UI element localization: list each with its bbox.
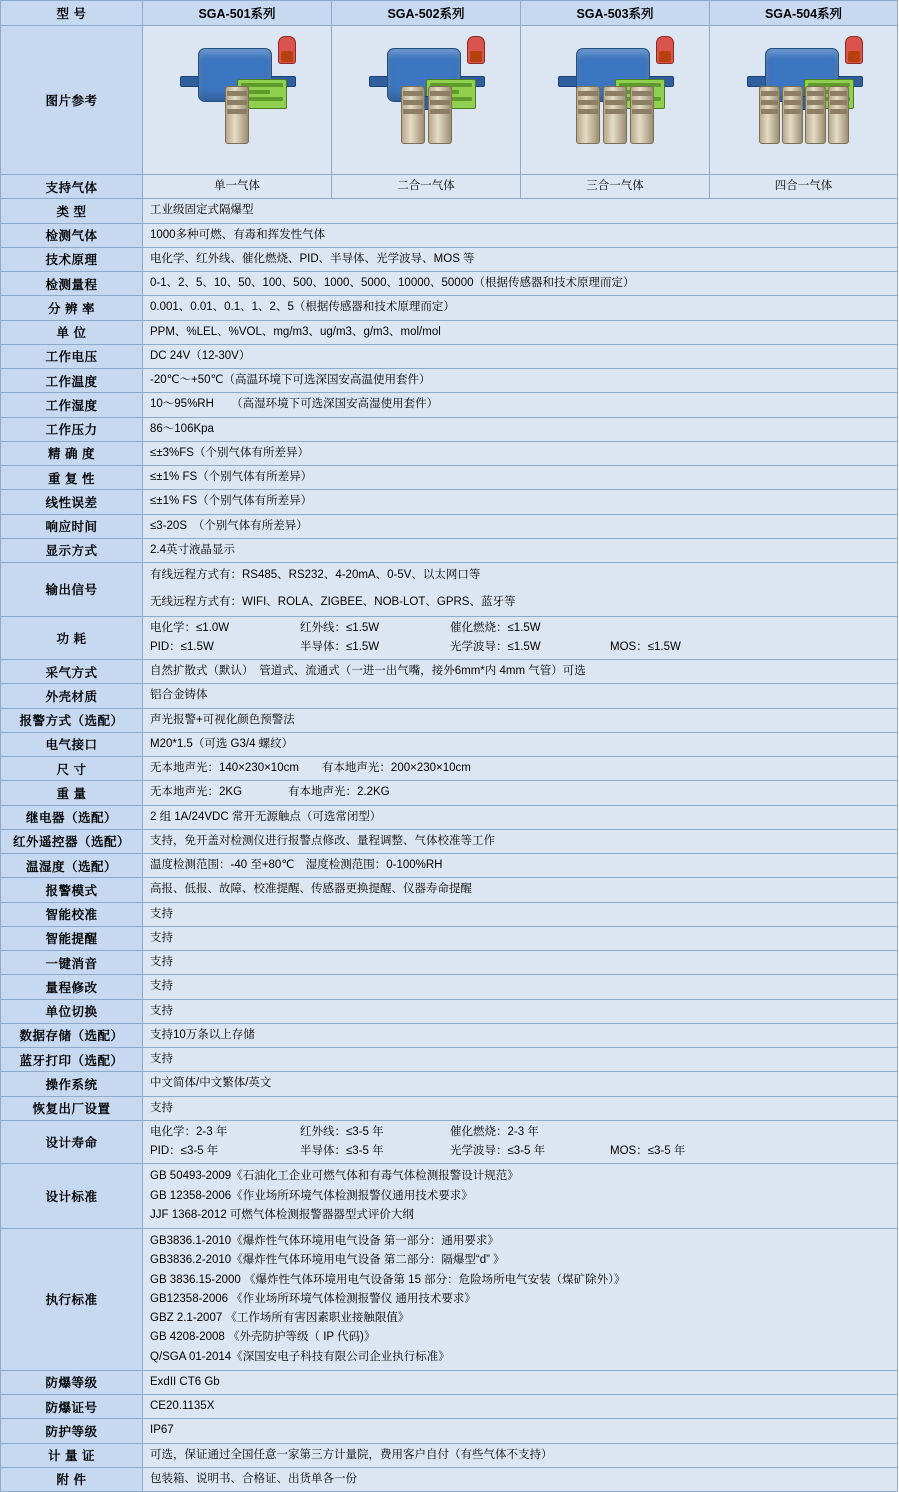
gas-detector-3-sensor-icon bbox=[521, 26, 710, 175]
row-value: 支持 bbox=[143, 975, 898, 999]
table-row bbox=[1, 538, 898, 562]
row-label: 一键消音 bbox=[1, 951, 143, 975]
table-row bbox=[1, 417, 898, 441]
row-label: 重 量 bbox=[1, 781, 143, 805]
row-label: 类 型 bbox=[1, 199, 143, 223]
table-row bbox=[1, 1370, 898, 1394]
row-value: 工业级固定式隔爆型 bbox=[143, 199, 898, 223]
table-row-exec-standard bbox=[1, 1229, 898, 1371]
row-value: 1000多种可燃、有毒和挥发性气体 bbox=[143, 223, 898, 247]
design-life-cell: 催化燃烧：2-3 年 bbox=[450, 1125, 539, 1138]
exec-standard-line: GB 4208-2008 《外壳防护等级（ IP 代码)》 bbox=[150, 1331, 376, 1344]
row-label: 单位切换 bbox=[1, 999, 143, 1023]
row-value: 可选，保证通过全国任意一家第三方计量院，费用客户自付（有些气体不支持） bbox=[143, 1443, 898, 1467]
table-row bbox=[1, 708, 898, 732]
design-life-cell: MOS：≤3-5 年 bbox=[610, 1145, 686, 1157]
exec-standard-line: GB 3836.15-2000 《爆炸性气体环境用电气设备第 15 部分：危险场所电气安装（煤矿除外）》 bbox=[150, 1273, 626, 1286]
row-value: DC 24V（12-30V） bbox=[143, 344, 898, 368]
row-label: 防爆证号 bbox=[1, 1395, 143, 1419]
row-label: 检测量程 bbox=[1, 272, 143, 296]
table-row bbox=[1, 247, 898, 271]
design-life-cell bbox=[610, 1124, 730, 1141]
table-row bbox=[1, 369, 898, 393]
power-cell bbox=[610, 620, 730, 637]
row-value: 支持 bbox=[143, 1096, 898, 1120]
row-label: 防护等级 bbox=[1, 1419, 143, 1443]
design-standard-line: GB 50493-2009《石油化工企业可燃气体和有毒气体检测报警设计规范》 bbox=[150, 1170, 519, 1183]
row-label: 量程修改 bbox=[1, 975, 143, 999]
table-row bbox=[1, 878, 898, 902]
design-standard-line: GB 12358-2006《作业场所环境气体检测报警仪通用技术要求》 bbox=[150, 1189, 473, 1202]
design-life-cell: 半导体：≤3-5 年 bbox=[300, 1145, 384, 1157]
design-life-cell: 光学波导：≤3-5 年 bbox=[450, 1145, 546, 1157]
row-value: 温度检测范围：-40 至+80℃ 湿度检测范围：0-100%RH bbox=[143, 854, 898, 878]
table-row bbox=[1, 829, 898, 853]
row-value: 高报、低报、故障、校准提醒、传感器更换提醒、仪器寿命提醒 bbox=[143, 878, 898, 902]
row-value: M20*1.5（可选 G3/4 螺纹） bbox=[143, 732, 898, 756]
table-row bbox=[1, 272, 898, 296]
gas-support-value-1: 单一气体 bbox=[143, 175, 332, 199]
model-header-2: SGA-502系列 bbox=[332, 1, 521, 26]
exec-standard-line: GB12358-2006 《作业场所环境气体检测报警仪 通用技术要求》 bbox=[150, 1292, 476, 1305]
table-row bbox=[1, 732, 898, 756]
output-signal-line-2: 无线远程方式有：WIFI、ROLA、ZIGBEE、NOB-LOT、GPRS、蓝牙等 bbox=[150, 596, 516, 609]
row-label: 智能提醒 bbox=[1, 926, 143, 950]
row-label: 防爆等级 bbox=[1, 1370, 143, 1394]
row-value: PPM、%LEL、%VOL、mg/m3、ug/m3、g/m3、mol/mol bbox=[143, 320, 898, 344]
row-label: 响应时间 bbox=[1, 514, 143, 538]
row-value: ExdII CT6 Gb bbox=[143, 1370, 898, 1394]
table-row bbox=[1, 393, 898, 417]
row-value: 2.4英寸液晶显示 bbox=[143, 538, 898, 562]
row-label-gas-support: 支持气体 bbox=[1, 175, 143, 199]
row-value-exec-standard bbox=[143, 1229, 898, 1371]
table-row bbox=[1, 296, 898, 320]
design-life-cell: 电化学：2-3 年 bbox=[150, 1125, 228, 1138]
row-label: 单 位 bbox=[1, 320, 143, 344]
row-label: 显示方式 bbox=[1, 538, 143, 562]
row-label: 工作压力 bbox=[1, 417, 143, 441]
row-value: 支持 bbox=[143, 999, 898, 1023]
power-cell: 光学波导：≤1.5W bbox=[450, 640, 541, 653]
row-label: 检测气体 bbox=[1, 223, 143, 247]
row-value: 支持 bbox=[143, 951, 898, 975]
exec-standard-line: Q/SGA 01-2014《深国安电子科技有限公司企业执行标准》 bbox=[150, 1350, 450, 1363]
row-value: ≤3-20S （个别气体有所差异） bbox=[143, 514, 898, 538]
table-row bbox=[1, 684, 898, 708]
row-value: 0.001、0.01、0.1、1、2、5（根据传感器和技术原理而定） bbox=[143, 296, 898, 320]
row-label: 重 复 性 bbox=[1, 466, 143, 490]
table-row bbox=[1, 975, 898, 999]
row-label: 分 辨 率 bbox=[1, 296, 143, 320]
exec-standard-line: GB3836.2-2010《爆炸性气体环境用电气设备 第二部分：隔爆型“d” 》 bbox=[150, 1254, 505, 1267]
row-label-power: 功 耗 bbox=[1, 616, 143, 660]
power-cell: 催化燃烧：≤1.5W bbox=[450, 621, 541, 634]
row-label: 报警模式 bbox=[1, 878, 143, 902]
table-row bbox=[1, 854, 898, 878]
row-label: 技术原理 bbox=[1, 247, 143, 271]
table-row bbox=[1, 1419, 898, 1443]
row-label: 蓝牙打印（选配） bbox=[1, 1048, 143, 1072]
row-value: ≤±1% FS（个别气体有所差异） bbox=[143, 490, 898, 514]
table-row bbox=[1, 466, 898, 490]
exec-standard-line: GB3836.1-2010《爆炸性气体环境用电气设备 第一部分：通用要求》 bbox=[150, 1235, 499, 1247]
row-value: 中文简体/中文繁体/英文 bbox=[143, 1072, 898, 1096]
row-value-design-life bbox=[143, 1120, 898, 1164]
table-row-gas-support bbox=[1, 175, 898, 199]
row-value-design-standard bbox=[143, 1164, 898, 1229]
design-life-line-2 bbox=[150, 1143, 890, 1160]
power-cell: 半导体：≤1.5W bbox=[300, 640, 380, 653]
table-row-power bbox=[1, 616, 898, 660]
row-label: 尺 寸 bbox=[1, 757, 143, 781]
row-label: 智能校准 bbox=[1, 902, 143, 926]
row-value: 无本地声光：2KG 有本地声光：2.2KG bbox=[143, 781, 898, 805]
row-value: 支持 bbox=[143, 1048, 898, 1072]
table-row-model bbox=[1, 1, 898, 26]
gas-detector-2-sensor-icon bbox=[332, 26, 521, 175]
table-row bbox=[1, 660, 898, 684]
design-life-cell: PID：≤3-5 年 bbox=[150, 1145, 219, 1157]
row-label: 电气接口 bbox=[1, 732, 143, 756]
table-row bbox=[1, 1395, 898, 1419]
table-row-design-life bbox=[1, 1120, 898, 1164]
model-header-3: SGA-503系列 bbox=[521, 1, 710, 26]
row-value: CE20.1135X bbox=[143, 1395, 898, 1419]
row-label: 采气方式 bbox=[1, 660, 143, 684]
row-label-image: 图片参考 bbox=[1, 26, 143, 175]
table-row bbox=[1, 441, 898, 465]
table-row bbox=[1, 781, 898, 805]
design-life-cell: 红外线：≤3-5 年 bbox=[300, 1125, 384, 1138]
row-value: 86～106Kpa bbox=[143, 417, 898, 441]
row-label: 精 确 度 bbox=[1, 441, 143, 465]
output-signal-line-1: 有线远程方式有：RS485、RS232、4-20mA、0-5V、以太网口等 bbox=[150, 569, 481, 581]
table-row bbox=[1, 805, 898, 829]
table-row-output-signal bbox=[1, 563, 898, 617]
design-standard-line: JJF 1368-2012 可燃气体检测报警器器型式评价大纲 bbox=[150, 1208, 414, 1221]
row-label: 外壳材质 bbox=[1, 684, 143, 708]
row-value-power bbox=[143, 616, 898, 660]
table-row-image bbox=[1, 26, 898, 175]
design-life-line-1 bbox=[150, 1124, 890, 1141]
row-value: 支持，免开盖对检测仪进行报警点修改、量程调整、气体校准等工作 bbox=[143, 829, 898, 853]
gas-support-value-3: 三合一气体 bbox=[521, 175, 710, 199]
gas-detector-4-sensor-icon bbox=[710, 26, 898, 175]
row-label-exec-standard: 执行标准 bbox=[1, 1229, 143, 1371]
table-row bbox=[1, 320, 898, 344]
row-value-output-signal bbox=[143, 563, 898, 617]
row-value: 0-1、2、5、10、50、100、500、1000、5000、10000、50000（根据传感器和技术原理而定） bbox=[143, 272, 898, 296]
row-label: 工作湿度 bbox=[1, 393, 143, 417]
row-value: 无本地声光：140×230×10cm 有本地声光：200×230×10cm bbox=[143, 757, 898, 781]
table-row bbox=[1, 999, 898, 1023]
table-row bbox=[1, 1048, 898, 1072]
power-cell: 电化学：≤1.0W bbox=[150, 621, 230, 634]
row-label: 恢复出厂设置 bbox=[1, 1096, 143, 1120]
row-label-design-standard: 设计标准 bbox=[1, 1164, 143, 1229]
row-value: 声光报警+可视化颜色预警法 bbox=[143, 708, 898, 732]
table-row bbox=[1, 757, 898, 781]
row-label: 线性误差 bbox=[1, 490, 143, 514]
row-value: 10～95%RH （高湿环境下可选深国安高湿使用套件） bbox=[143, 393, 898, 417]
table-row bbox=[1, 514, 898, 538]
gas-support-value-2: 二合一气体 bbox=[332, 175, 521, 199]
row-value: ≤±3%FS（个别气体有所差异） bbox=[143, 441, 898, 465]
row-value: -20℃～+50℃（高温环境下可选深国安高温使用套件） bbox=[143, 369, 898, 393]
table-row bbox=[1, 926, 898, 950]
table-row bbox=[1, 1096, 898, 1120]
table-row bbox=[1, 1443, 898, 1467]
table-row bbox=[1, 223, 898, 247]
exec-standard-line: GBZ 2.1-2007 《工作场所有害因素职业接触限值》 bbox=[150, 1312, 410, 1324]
power-line-2 bbox=[150, 639, 890, 656]
row-value: 电化学、红外线、催化燃烧、PID、半导体、光学波导、MOS 等 bbox=[143, 247, 898, 271]
table-row bbox=[1, 951, 898, 975]
table-row bbox=[1, 199, 898, 223]
gas-support-value-4: 四合一气体 bbox=[710, 175, 898, 199]
row-value: 铝合金铸体 bbox=[143, 684, 898, 708]
table-row bbox=[1, 1467, 898, 1491]
row-label: 继电器（选配） bbox=[1, 805, 143, 829]
power-cell: 红外线：≤1.5W bbox=[300, 621, 380, 634]
row-label-model: 型 号 bbox=[1, 1, 143, 26]
row-value: 支持 bbox=[143, 926, 898, 950]
row-label: 红外遥控器（选配） bbox=[1, 829, 143, 853]
power-cell: PID：≤1.5W bbox=[150, 640, 214, 653]
row-value: 支持10万条以上存储 bbox=[143, 1023, 898, 1047]
row-value: 2 组 1A/24VDC 常开无源触点（可选常闭型） bbox=[143, 805, 898, 829]
model-header-1: SGA-501系列 bbox=[143, 1, 332, 26]
row-label: 工作温度 bbox=[1, 369, 143, 393]
row-value: IP67 bbox=[143, 1419, 898, 1443]
row-label: 数据存储（选配） bbox=[1, 1023, 143, 1047]
table-row bbox=[1, 490, 898, 514]
row-label: 操作系统 bbox=[1, 1072, 143, 1096]
table-row-design-standard bbox=[1, 1164, 898, 1229]
row-value: 自然扩散式（默认） 管道式、流通式（一进一出气嘴，接外6mm*内 4mm 气管）可选 bbox=[143, 660, 898, 684]
table-row bbox=[1, 344, 898, 368]
row-label: 附 件 bbox=[1, 1467, 143, 1491]
power-line-1 bbox=[150, 620, 890, 637]
row-value: 支持 bbox=[143, 902, 898, 926]
row-label-design-life: 设计寿命 bbox=[1, 1120, 143, 1164]
row-label-output-signal: 输出信号 bbox=[1, 563, 143, 617]
row-label: 计 量 证 bbox=[1, 1443, 143, 1467]
row-value: ≤±1% FS（个别气体有所差异） bbox=[143, 466, 898, 490]
model-header-4: SGA-504系列 bbox=[710, 1, 898, 26]
row-label: 工作电压 bbox=[1, 344, 143, 368]
row-value: 包装箱、说明书、合格证、出货单各一份 bbox=[143, 1467, 898, 1491]
power-cell: MOS：≤1.5W bbox=[610, 640, 681, 653]
gas-detector-1-sensor-icon bbox=[143, 26, 332, 175]
row-label: 温湿度（选配） bbox=[1, 854, 143, 878]
table-row bbox=[1, 1023, 898, 1047]
table-row bbox=[1, 902, 898, 926]
table-row bbox=[1, 1072, 898, 1096]
row-label: 报警方式（选配） bbox=[1, 708, 143, 732]
